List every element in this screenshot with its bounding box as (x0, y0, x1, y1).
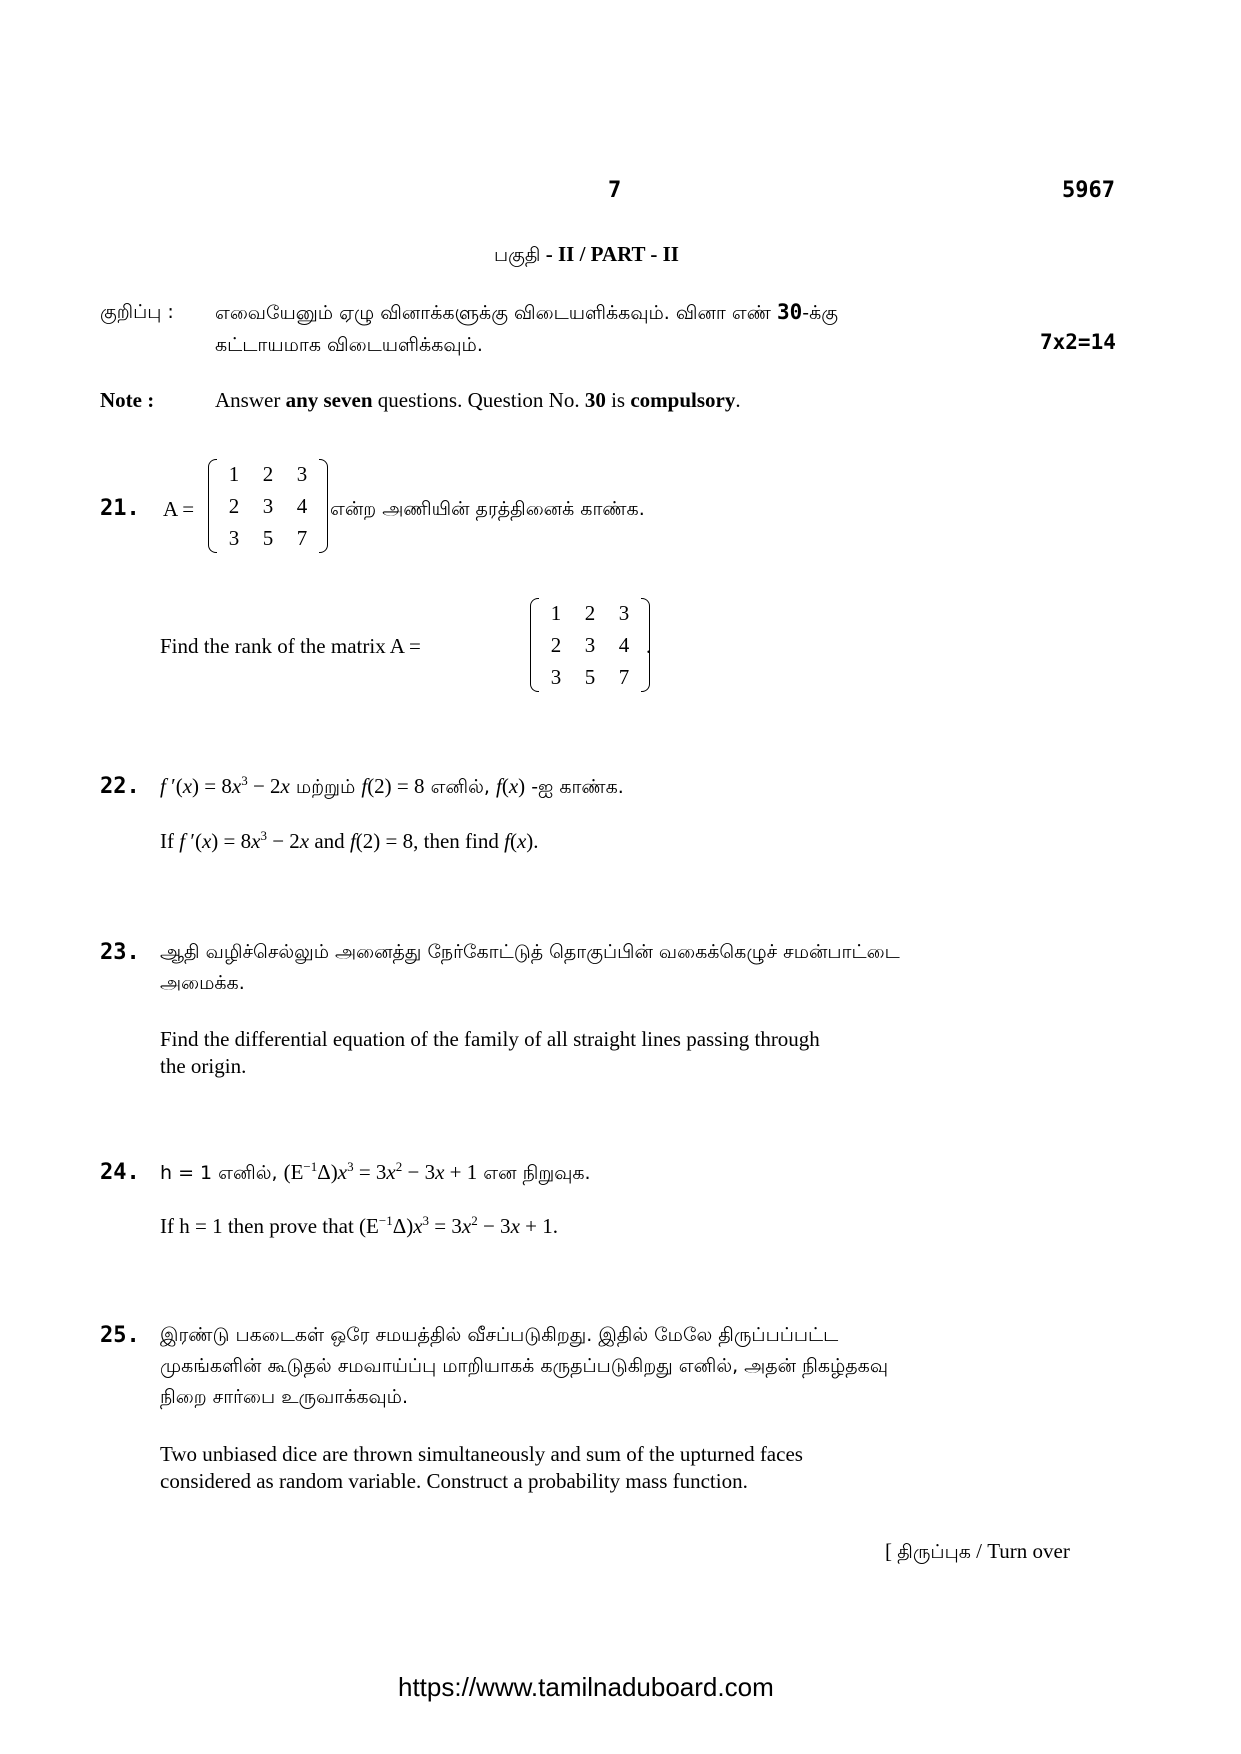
q25-tamil-line3: நிறை சார்பை உருவாக்கவும். (160, 1386, 408, 1408)
matrix-cell: 4 (618, 633, 630, 657)
q22-tamil-if: எனில், (424, 776, 496, 798)
matrix-cell: 5 (584, 665, 596, 689)
matrix-cell: 3 (618, 601, 630, 625)
note-label-text: Note : (100, 388, 155, 412)
matrix-cell: 4 (296, 494, 308, 518)
note-text (215, 386, 741, 414)
q22-en-and: and (309, 829, 350, 853)
turn-over-tamil: திருப்புக (897, 1541, 971, 1563)
tamil-note-suffix: -க்கு (802, 302, 839, 324)
q24-tamil-prove: என நிறுவுக. (477, 1162, 591, 1184)
matrix-cell: 2 (584, 601, 596, 625)
q22-tamil-find: -ஐ காண்க. (525, 776, 624, 798)
turn-over (885, 1537, 1070, 1566)
tamil-note-number: 30 (776, 300, 803, 324)
matrix-cell: 3 (296, 462, 308, 486)
page-number: 7 (608, 178, 622, 203)
turn-over-english: / Turn over (970, 1539, 1070, 1563)
matrix-cell: 7 (296, 526, 308, 550)
note-label (100, 386, 154, 414)
matrix-cell: 2 (262, 462, 274, 486)
q21-tamil: என்ற அணியின் தரத்தினைக் காண்க. (330, 498, 645, 520)
marks-scheme: 7x2=14 (1040, 330, 1116, 354)
q23-tamil-line2: அமைக்க. (160, 972, 245, 994)
matrix-cell: 2 (550, 633, 562, 657)
question-number: 21. (100, 496, 140, 521)
matrix-cell: 2 (228, 494, 240, 518)
note-bold: compulsory (630, 388, 736, 412)
q22-en-if: If (160, 829, 180, 853)
turn-over-bracket: [ (885, 1539, 898, 1563)
matrix-cell: 1 (228, 462, 240, 486)
q23-english-line1: Find the differential equation of the family of all straight lines passing through (160, 1027, 820, 1051)
q24-tamil-if: h = 1 எனில், (160, 1162, 284, 1184)
matrix-tamil (208, 459, 328, 553)
question-number: 25. (100, 1323, 140, 1348)
q22-tamil-and: மற்றும் (289, 776, 362, 798)
q25-tamil-line2: முகங்களின் கூடுதல் சமவாய்ப்பு மாறியாகக் கருதப்படுகிறது எனில், அதன் நிகழ்தகவு (160, 1355, 889, 1377)
q23-tamil-line1: ஆதி வழிச்செல்லும் அனைத்து நேர்கோட்டுத் தொகுப்பின் வகைக்கெழுச் சமன்பாட்டை (160, 941, 900, 963)
part-heading (494, 242, 679, 269)
note-part: is (605, 388, 631, 412)
matrix-grid (217, 460, 319, 552)
q24-tamil: h = 1 எனில், $(E^{-1}\Delta)x^3 = 3x^2 - 3x + 1$ என நிறுவுக. (160, 1159, 591, 1184)
matrix-grid (539, 599, 641, 691)
question-number: 22. (100, 774, 140, 799)
question-number: 23. (100, 940, 140, 965)
paper-code: 5967 (1062, 178, 1115, 203)
matrix-english (530, 598, 650, 692)
matrix-cell: 3 (584, 633, 596, 657)
matrix-cell: 3 (228, 526, 240, 550)
q25-tamil-line1: இரண்டு பகடைகள் ஒரே சமயத்தில் வீசப்படுகிறது. இதில் மேலே திருப்பப்பட்ட (160, 1324, 839, 1346)
matrix-cell: 1 (550, 601, 562, 625)
left-bracket (530, 598, 539, 692)
matrix-cell: 7 (618, 665, 630, 689)
matrix-lhs: A = (163, 497, 195, 521)
tamil-note-line2: கட்டாயமாக விடையளிக்கவும். (215, 334, 483, 356)
left-bracket (208, 459, 217, 553)
q24-en-period: . (552, 1214, 558, 1238)
q22-en-then: , then find (413, 829, 505, 853)
q22-tamil: f $'(x) = 8x^3 - 2x$ மற்றும் f(2) = 8 எனில், f(x) -ஐ காண்க. (160, 773, 624, 798)
note-bold: any seven (285, 388, 373, 412)
q25-english-line1: Two unbiased dice are thrown simultaneously and sum of the upturned faces (160, 1442, 803, 1466)
q21-period: . (646, 634, 652, 658)
source-url[interactable]: https://www.tamilnaduboard.com (398, 1672, 774, 1702)
part-label: - II / PART - II (540, 242, 679, 266)
tamil-note-text: எவையேனும் ஏழு வினாக்களுக்கு விடையளிக்கவும். வினா எண் (215, 302, 777, 324)
matrix-cell: 3 (550, 665, 562, 689)
right-bracket (319, 459, 328, 553)
q24-english: If h = 1 then prove that $(E^{-1}\Delta)x^3 = 3x^2 - 3x + 1$. (160, 1213, 558, 1238)
question-number: 24. (100, 1160, 140, 1185)
note-part: Answer (215, 388, 286, 412)
note-part: . (735, 388, 741, 412)
note-bold: 30 (584, 388, 606, 412)
tamil-note-line1 (215, 297, 1115, 328)
note-part: questions. Question No. (372, 388, 585, 412)
q22-english: If f $'(x) = 8x^3 - 2x$ and f(2) = 8, then find f(x). (160, 828, 539, 853)
tamil-note-label: குறிப்பு : (100, 301, 174, 323)
matrix-cell: 3 (262, 494, 274, 518)
q24-en-if: If h = 1 then prove that (160, 1214, 360, 1238)
part-tamil: பகுதி (494, 244, 541, 266)
q23-english-line2: the origin. (160, 1054, 247, 1078)
q21-english: Find the rank of the matrix A = (160, 634, 421, 658)
q25-english-line2: considered as random variable. Construct a probability mass function. (160, 1469, 748, 1493)
matrix-cell: 5 (262, 526, 274, 550)
